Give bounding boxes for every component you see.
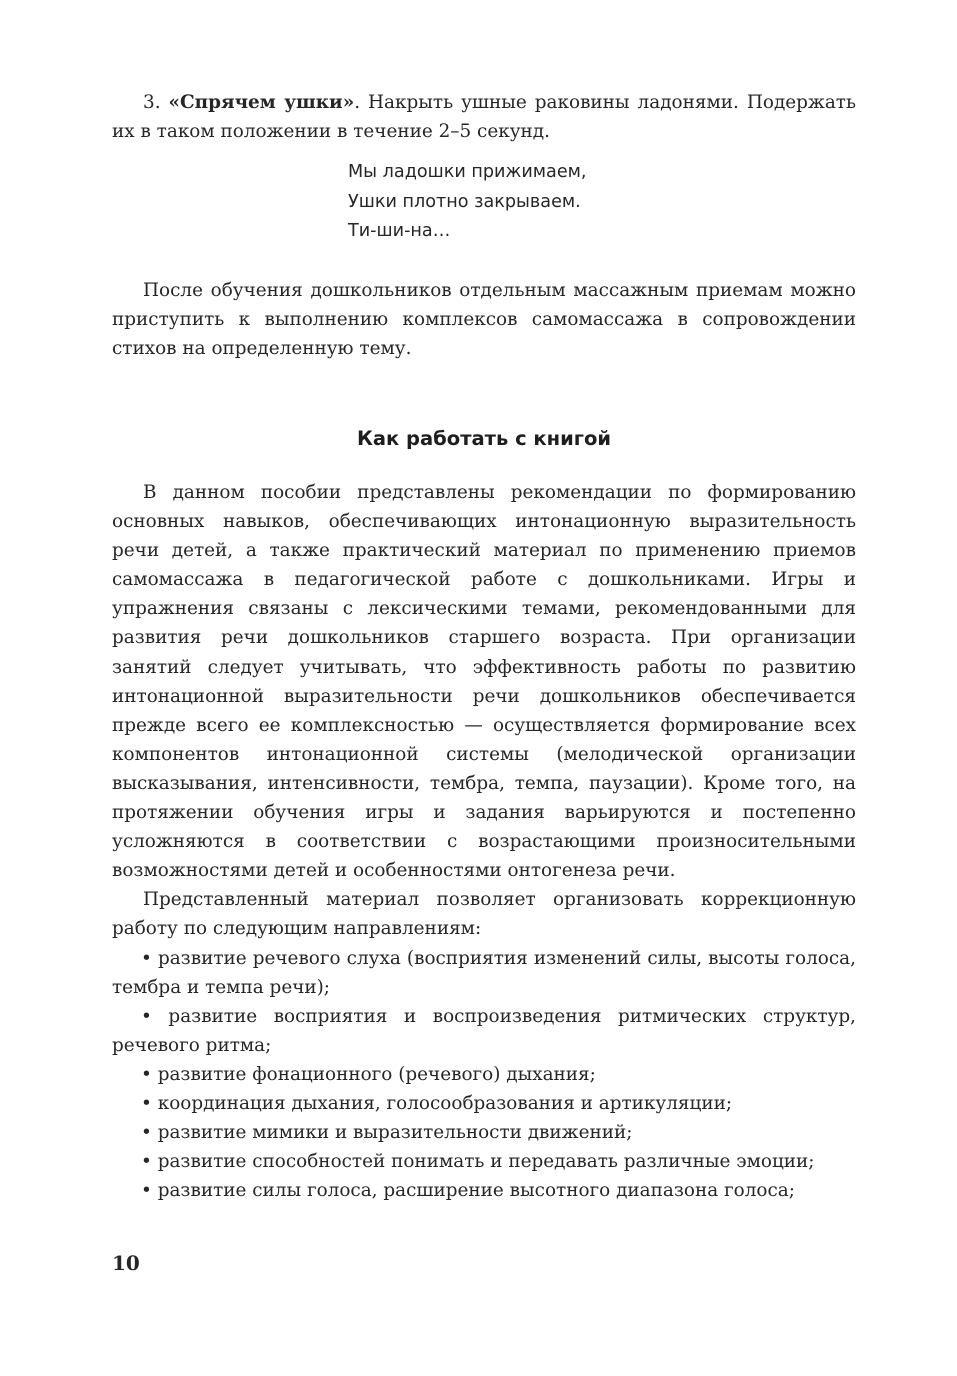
exercise-number: 3. [143, 92, 161, 113]
bullet-item: • развитие фонационного (речевого) дыхания; [141, 1063, 596, 1085]
intro-paragraph: После обучения дошкольников отдельным массажным приемам можно приступить к выполнению комплексов самомассажа в сопровождении стихов на определенную тему. [112, 280, 856, 360]
exercise-paragraph [112, 88, 856, 146]
bullet-item: • развитие способностей понимать и передавать различные эмоции; [141, 1151, 815, 1173]
poem-line: Ти-ши-на… [348, 221, 451, 241]
bullet-item: • развитие силы голоса, расширение высотного диапазона голоса; [141, 1180, 795, 1202]
bullet-item: • развитие речевого слуха (восприятия изменений силы, высоты голоса, тембра и темпа речи); [112, 947, 856, 998]
body-paragraph: В данном пособии представлены рекомендации по формированию основных навыков, обеспечивающих интонационную выразительность речи детей, а также практический материал по применению приемов самомассажа в педагогической работе с дошкольниками. Игры и упражнения связаны с лексическими темами, рекомендованными для развития речи дошкольников старшего возраста. При организации занятий следует учитывать, что эффективность работы по развитию интонационной выразительности речи дошкольников обеспечивается прежде всего ее комплексностью — осуществляется формирование всех компонентов интонационной системы (мелодической организации высказывания, интенсивности, тембра, темпа, паузации). Кроме того, на протяжении обучения игры и задания варьируются и постепенно усложняются в соответствии с возрастающими произносительными возможностями детей и особенностями онтогенеза речи. [112, 482, 856, 882]
poem-line: Мы ладошки прижимаем, [348, 162, 587, 182]
bullet-item: • развитие восприятия и воспроизведения ритмических структур, речевого ритма; [112, 1005, 856, 1056]
bullet-item: • развитие мимики и выразительности движений; [141, 1122, 633, 1144]
poem-line: Ушки плотно закрываем. [348, 191, 581, 212]
body-paragraph: Представленный материал позволяет организовать коррекционную работу по следующим направлениям: [112, 889, 856, 940]
section-body [112, 478, 856, 1205]
page-number: 10 [112, 1251, 140, 1275]
bullet-item: • координация дыхания, голосообразования и артикуляции; [141, 1092, 733, 1114]
section-heading: Как работать с книгой [356, 427, 612, 450]
book-page [112, 0, 856, 1376]
exercise-title: «Спрячем ушки» [168, 92, 355, 113]
exercise-text: . Накрыть ушные раковины ладонями. Подержать их в таком положении в течение 2–5 секунд. [112, 92, 856, 143]
poem [348, 158, 587, 247]
